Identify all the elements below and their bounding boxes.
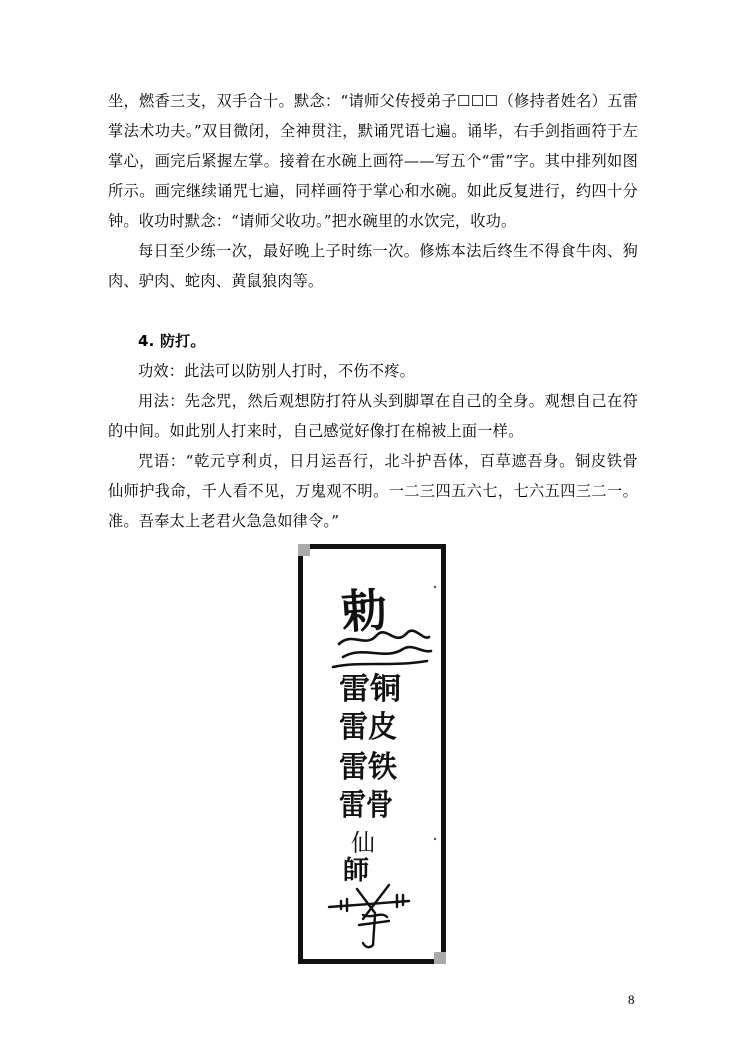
talisman-char-thunder-copper: 雷铜 — [339, 672, 401, 707]
paragraph-daily-practice: 每日至少练一次，最好晚上子时练一次。修炼本法后终生不得食牛肉、狗肉、驴肉、蛇肉、黄鼠狼肉等。 — [108, 242, 638, 290]
talisman-sigil — [329, 885, 409, 947]
talisman-char-thunder-bone: 雷骨 — [339, 788, 393, 823]
paragraph-effect: 功效：此法可以防别人打时，不伤不疼。 — [138, 362, 415, 380]
section-heading: 4. 防打。 — [138, 332, 206, 350]
page-number: 8 — [628, 992, 635, 1007]
talisman-figure — [298, 544, 446, 964]
talisman-char-thunder-skin: 雷皮 — [339, 710, 397, 745]
talisman-char-chi: 勅 — [339, 582, 389, 640]
paragraph-incantation: 咒语：“乾元亨利贞，日月运吾行，北斗护吾体，百草遮吾身。铜皮铁骨仙师护我命，千人看不见，万鬼观不明。一二三四五六七，七六五四三二一。准。吾奉太上老君火急急如律令。” — [108, 452, 638, 530]
talisman-char-immortal: 仙 — [351, 829, 375, 857]
talisman-char-thunder-iron: 雷铁 — [339, 750, 397, 785]
paragraph-practice-method: 坐，燃香三支，双手合十。默念：“请师父传授弟子☐☐☐（修持者姓名）五雷掌法术功夫。”双目微闭，全神贯注，默诵咒语七遍。诵毕，右手剑指画符于左掌心，画完后紧握左掌。接着在水碗上画符——写五个“雷”字。其中排列如图所示。画完继续诵咒七遍，同样画符于掌心和水碗。如此反复进行，约四十分钟。收功时默念：“请师父收功。”把水碗里的水饮完，收功。 — [108, 92, 638, 230]
paragraph-usage: 用法：先念咒，然后观想防打符从头到脚罩在自己的全身。观想自己在符的中间。如此别人打来时，自己感觉好像打在棉被上面一样。 — [108, 392, 638, 440]
body-text — [108, 86, 638, 536]
talisman-char-master: 師 — [343, 856, 370, 886]
talisman-drawing — [303, 549, 441, 959]
